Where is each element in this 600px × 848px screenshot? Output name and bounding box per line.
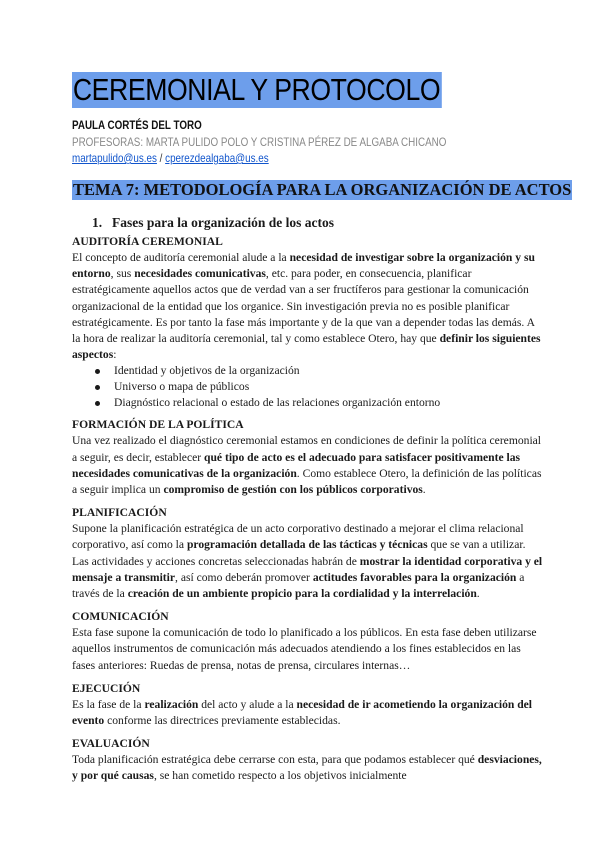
subsection-auditoria — [72, 234, 544, 411]
text-run: , así como deberán promover — [175, 570, 313, 584]
text-run: Es la fase de la — [72, 697, 145, 711]
author-name: PAULA CORTÉS DEL TORO — [72, 118, 202, 132]
text-run: , sus — [110, 267, 135, 281]
bold-phrase: actitudes favorables para la organización — [312, 570, 517, 584]
bold-phrase: realización — [144, 697, 199, 711]
subsection-paragraph — [72, 250, 544, 363]
professors-line: PROFESORAS: MARTA PULIDO POLO Y CRISTINA PÉREZ DE ALGABA CHICANO — [72, 135, 447, 149]
section-number: 1. — [92, 215, 103, 230]
aspects-list — [72, 363, 544, 411]
document-body — [72, 214, 544, 792]
bold-phrase: definir los siguientes aspectos — [72, 332, 541, 362]
tema-heading: TEMA 7: METODOLOGÍA PARA LA ORGANIZACIÓN DE ACTOS — [73, 180, 572, 199]
bold-phrase: programación detallada de las tácticas y técnicas — [186, 538, 428, 552]
bold-phrase: desviaciones, y por qué causas — [72, 753, 542, 783]
email-separator: / — [156, 151, 166, 165]
subsection-ejecucion — [72, 681, 544, 729]
text-run: conforme las directrices previamente establecidas. — [104, 714, 341, 728]
text-run: . — [422, 483, 426, 497]
text-run: del acto y alude a la — [198, 697, 297, 711]
text-run: , etc. para poder, en consecuencia, planificar estratégicamente aquellos actos que de verdad van a ser fructíferos para gestionar la comunicación organizacional de la entidad que los organice. Sin investigación previa no es posible planificar estratégicamente. Es por tanto la fase más importante y de la que van a depender todas las demás. A la hora de realizar la auditoría ceremonial, tal y como establece Otero, hay que — [72, 267, 535, 346]
bold-phrase: necesidad de ir acometiendo la organización del evento — [72, 697, 533, 728]
subsection-formacion — [72, 417, 544, 498]
list-item: Diagnóstico relacional o estado de las relaciones organización entorno — [114, 395, 544, 411]
bold-phrase: compromiso de gestión con los públicos corporativos — [163, 483, 423, 497]
text-run: Supone la planificación estratégica de un acto corporativo destinado a mejorar el clima relacional corporativo, así como la — [72, 522, 524, 552]
subsection-heading: EJECUCIÓN — [72, 681, 141, 695]
document-title: CEREMONIAL Y PROTOCOLO — [72, 72, 441, 107]
email-link-marta[interactable]: martapulido@us.es — [72, 151, 157, 165]
text-run: : — [113, 348, 117, 362]
subsection-paragraph — [72, 697, 544, 729]
subsection-heading: FORMACIÓN DE LA POLÍTICA — [72, 418, 244, 432]
section-heading — [92, 214, 544, 232]
bold-phrase: creación de un ambiente propicio para la cordialidad y la interrelación — [127, 587, 477, 601]
subsection-heading: COMUNICACIÓN — [72, 610, 169, 624]
subsection-planificacion — [72, 505, 544, 602]
subsection-heading: PLANIFICACIÓN — [72, 506, 167, 520]
title-block — [72, 72, 502, 108]
bold-phrase: qué tipo de acto es el adecuado para satisfacer positivamente las necesidades comunicativas de la organización — [72, 450, 521, 480]
subsection-paragraph — [72, 521, 544, 602]
text-run: , se han cometido respecto a los objetivos inicialmente — [153, 769, 407, 783]
text-run: que se van a utilizar. Las actividades y acciones concretas seleccionadas habrán de — [72, 538, 526, 568]
text-run: . Como establece Otero, la definición de las políticas a seguir implica un — [72, 466, 542, 497]
bold-phrase: necesidad de investigar sobre la organización y su entorno — [72, 251, 535, 281]
text-run: . — [476, 587, 480, 601]
subsection-heading: EVALUACIÓN — [72, 737, 150, 751]
email-link-cristina[interactable]: cperezdealgaba@us.es — [165, 151, 269, 165]
text-run: El concepto de auditoría ceremonial alude a la — [72, 251, 290, 264]
text-run: Toda planificación estratégica debe cerrarse con esta, para que podamos establecer qué — [72, 753, 478, 767]
subsection-evaluacion — [72, 736, 544, 784]
subsection-paragraph — [72, 752, 544, 784]
list-item: Identidad y objetivos de la organización — [114, 363, 544, 379]
text-run: Una vez realizado el diagnóstico ceremonial estamos en condiciones de definir la política ceremonial a seguir, es decir, establecer — [72, 434, 542, 464]
bold-phrase: necesidades comunicativas — [134, 267, 266, 281]
subsection-paragraph — [72, 433, 544, 498]
subsection-comunicacion — [72, 609, 544, 674]
section-title: Fases para la organización de los actos — [112, 215, 334, 230]
emails-line — [72, 151, 269, 165]
text-run: a través de la — [72, 570, 525, 601]
list-item: Universo o mapa de públicos — [114, 379, 544, 395]
text-run: Esta fase supone la comunicación de todo lo planificado a los públicos. En esta fase deben utilizarse aquellos instrumentos de comunicación más adecuados atendiendo a los fines establecidos en las fases anteriores: Ruedas de prensa, notas de prensa, circulares internas… — [72, 626, 537, 672]
subsection-heading: AUDITORÍA CEREMONIAL — [72, 235, 223, 248]
bold-phrase: mostrar la identidad corporativa y el mensaje a transmitir — [72, 554, 543, 584]
subsection-paragraph — [72, 625, 544, 674]
